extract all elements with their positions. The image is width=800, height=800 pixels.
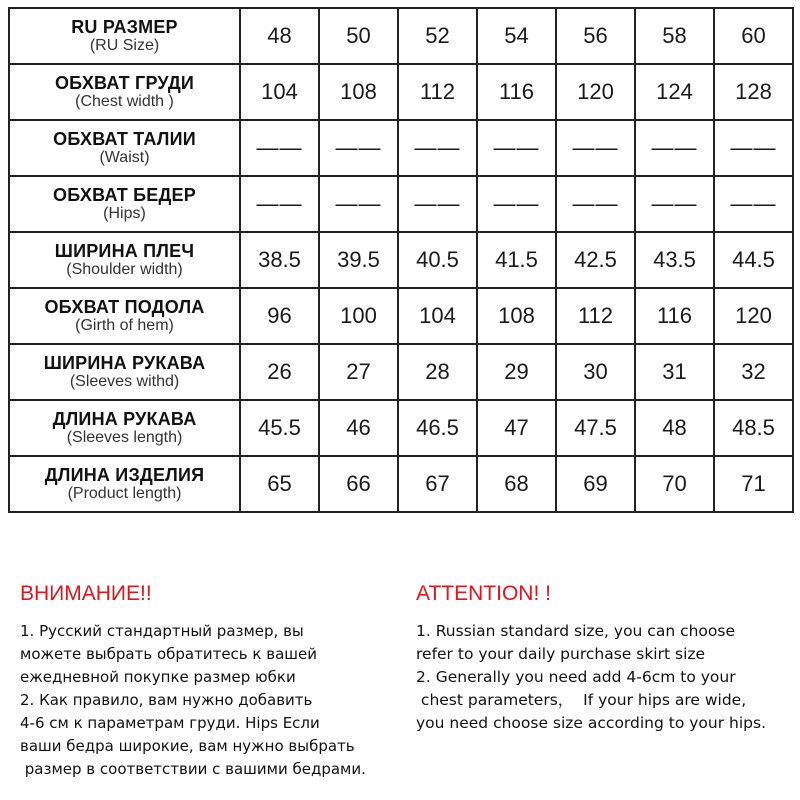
row-label-ru: ДЛИНА РУКАВА [52, 409, 197, 429]
value-cell: —— [635, 176, 714, 232]
value-cell: —— [319, 120, 398, 176]
value-cell: 116 [477, 64, 556, 120]
value-cell: —— [398, 120, 477, 176]
note-line: 4-6 см к параметрам груди. Hips Если [20, 714, 320, 732]
measurement-row [9, 456, 793, 512]
value-cell: 68 [477, 456, 556, 512]
row-label [9, 232, 240, 288]
row-label [9, 288, 240, 344]
attention-notes-en [416, 620, 766, 735]
value-cell: —— [477, 120, 556, 176]
value-cell: 31 [635, 344, 714, 400]
size-cell: 60 [714, 8, 793, 64]
size-cell: 58 [635, 8, 714, 64]
value-cell: 29 [477, 344, 556, 400]
attention-notes-ru [20, 620, 366, 781]
value-cell: 45.5 [240, 400, 319, 456]
row-label [9, 176, 240, 232]
value-cell: 27 [319, 344, 398, 400]
value-cell: —— [319, 176, 398, 232]
value-cell: 40.5 [398, 232, 477, 288]
row-label [9, 120, 240, 176]
header-row [9, 8, 793, 64]
value-cell: —— [240, 176, 319, 232]
size-cell: 50 [319, 8, 398, 64]
value-cell: 30 [556, 344, 635, 400]
row-label-en: (RU Size) [89, 37, 160, 54]
size-chart-table [8, 7, 794, 513]
value-cell: 108 [319, 64, 398, 120]
value-cell: 69 [556, 456, 635, 512]
row-label [9, 8, 240, 64]
value-cell: —— [477, 176, 556, 232]
row-label-ru: ДЛИНА ИЗДЕЛИЯ [44, 465, 205, 485]
value-cell: 104 [240, 64, 319, 120]
value-cell: 108 [477, 288, 556, 344]
value-cell: —— [398, 176, 477, 232]
size-cell: 52 [398, 8, 477, 64]
note-line: можете выбрать обратитесь к вашей [20, 645, 317, 663]
size-chart-body [9, 8, 793, 512]
value-cell: 120 [714, 288, 793, 344]
row-label-ru: RU РАЗМЕР [71, 17, 178, 37]
value-cell: —— [635, 120, 714, 176]
measurement-row [9, 344, 793, 400]
row-label-ru: ОБХВАТ ТАЛИИ [53, 129, 196, 149]
value-cell: 42.5 [556, 232, 635, 288]
value-cell: —— [714, 176, 793, 232]
note-line: chest parameters， If your hips are wide, [416, 691, 747, 709]
measurement-row [9, 232, 793, 288]
attention-title-ru: ВНИМАНИЕ!! [20, 582, 152, 605]
value-cell: 32 [714, 344, 793, 400]
note-line: you need choose size according to your hips. [416, 714, 766, 732]
value-cell: 116 [635, 288, 714, 344]
value-cell: 38.5 [240, 232, 319, 288]
value-cell: 124 [635, 64, 714, 120]
note-line: refer to your daily purchase skirt size [416, 645, 706, 663]
value-cell: —— [556, 120, 635, 176]
row-label-en: (Chest width ) [75, 93, 174, 110]
value-cell: —— [240, 120, 319, 176]
value-cell: 39.5 [319, 232, 398, 288]
attention-title-en: ATTENTION! ! [416, 582, 551, 605]
row-label [9, 344, 240, 400]
row-label-en: (Product length) [67, 485, 182, 502]
row-label-en: (Sleeves withd) [69, 373, 180, 390]
measurement-row [9, 120, 793, 176]
row-label-en: (Waist) [99, 149, 150, 166]
row-label-en: (Hips) [103, 205, 146, 222]
row-label [9, 400, 240, 456]
value-cell: 47 [477, 400, 556, 456]
value-cell: 100 [319, 288, 398, 344]
row-label-en: (Girth of hem) [75, 317, 174, 334]
value-cell: 128 [714, 64, 793, 120]
note-line: ваши бедра широкие, вам нужно выбрать [20, 737, 355, 755]
value-cell: 48.5 [714, 400, 793, 456]
value-cell: 44.5 [714, 232, 793, 288]
row-label-en: (Sleeves length) [66, 429, 183, 446]
row-label [9, 456, 240, 512]
measurement-row [9, 400, 793, 456]
value-cell: 71 [714, 456, 793, 512]
value-cell: 104 [398, 288, 477, 344]
note-line: 2. Как правило, вам нужно добавить [20, 691, 313, 709]
size-cell: 56 [556, 8, 635, 64]
size-cell: 54 [477, 8, 556, 64]
value-cell: 66 [319, 456, 398, 512]
value-cell: 67 [398, 456, 477, 512]
row-label-ru: ОБХВАТ БЕДЕР [53, 185, 196, 205]
value-cell: 120 [556, 64, 635, 120]
measurement-row [9, 176, 793, 232]
value-cell: —— [714, 120, 793, 176]
note-line: 1. Русский стандартный размер, вы [20, 622, 304, 640]
value-cell: 112 [398, 64, 477, 120]
note-line: 1. Russian standard size, you can choose [416, 622, 736, 640]
row-label-ru: ОБХВАТ ПОДОЛА [44, 297, 205, 317]
note-line: ежедневной покупке размер юбки [20, 668, 296, 686]
row-label-ru: ШИРИНА ПЛЕЧ [54, 241, 195, 261]
value-cell: 112 [556, 288, 635, 344]
row-label-ru: ШИРИНА РУКАВА [43, 353, 206, 373]
value-cell: 96 [240, 288, 319, 344]
note-line: 2. Generally you need add 4-6cm to your [416, 668, 736, 686]
measurement-row [9, 64, 793, 120]
value-cell: 41.5 [477, 232, 556, 288]
value-cell: 47.5 [556, 400, 635, 456]
value-cell: 43.5 [635, 232, 714, 288]
row-label [9, 64, 240, 120]
value-cell: 70 [635, 456, 714, 512]
row-label-ru: ОБХВАТ ГРУДИ [54, 73, 195, 93]
note-line: размер в соответствии с вашими бедрами. [20, 760, 366, 778]
value-cell: 46.5 [398, 400, 477, 456]
value-cell: 48 [635, 400, 714, 456]
value-cell: 65 [240, 456, 319, 512]
value-cell: —— [556, 176, 635, 232]
row-label-en: (Shoulder width) [66, 261, 183, 278]
value-cell: 26 [240, 344, 319, 400]
size-cell: 48 [240, 8, 319, 64]
measurement-row [9, 288, 793, 344]
value-cell: 46 [319, 400, 398, 456]
value-cell: 28 [398, 344, 477, 400]
